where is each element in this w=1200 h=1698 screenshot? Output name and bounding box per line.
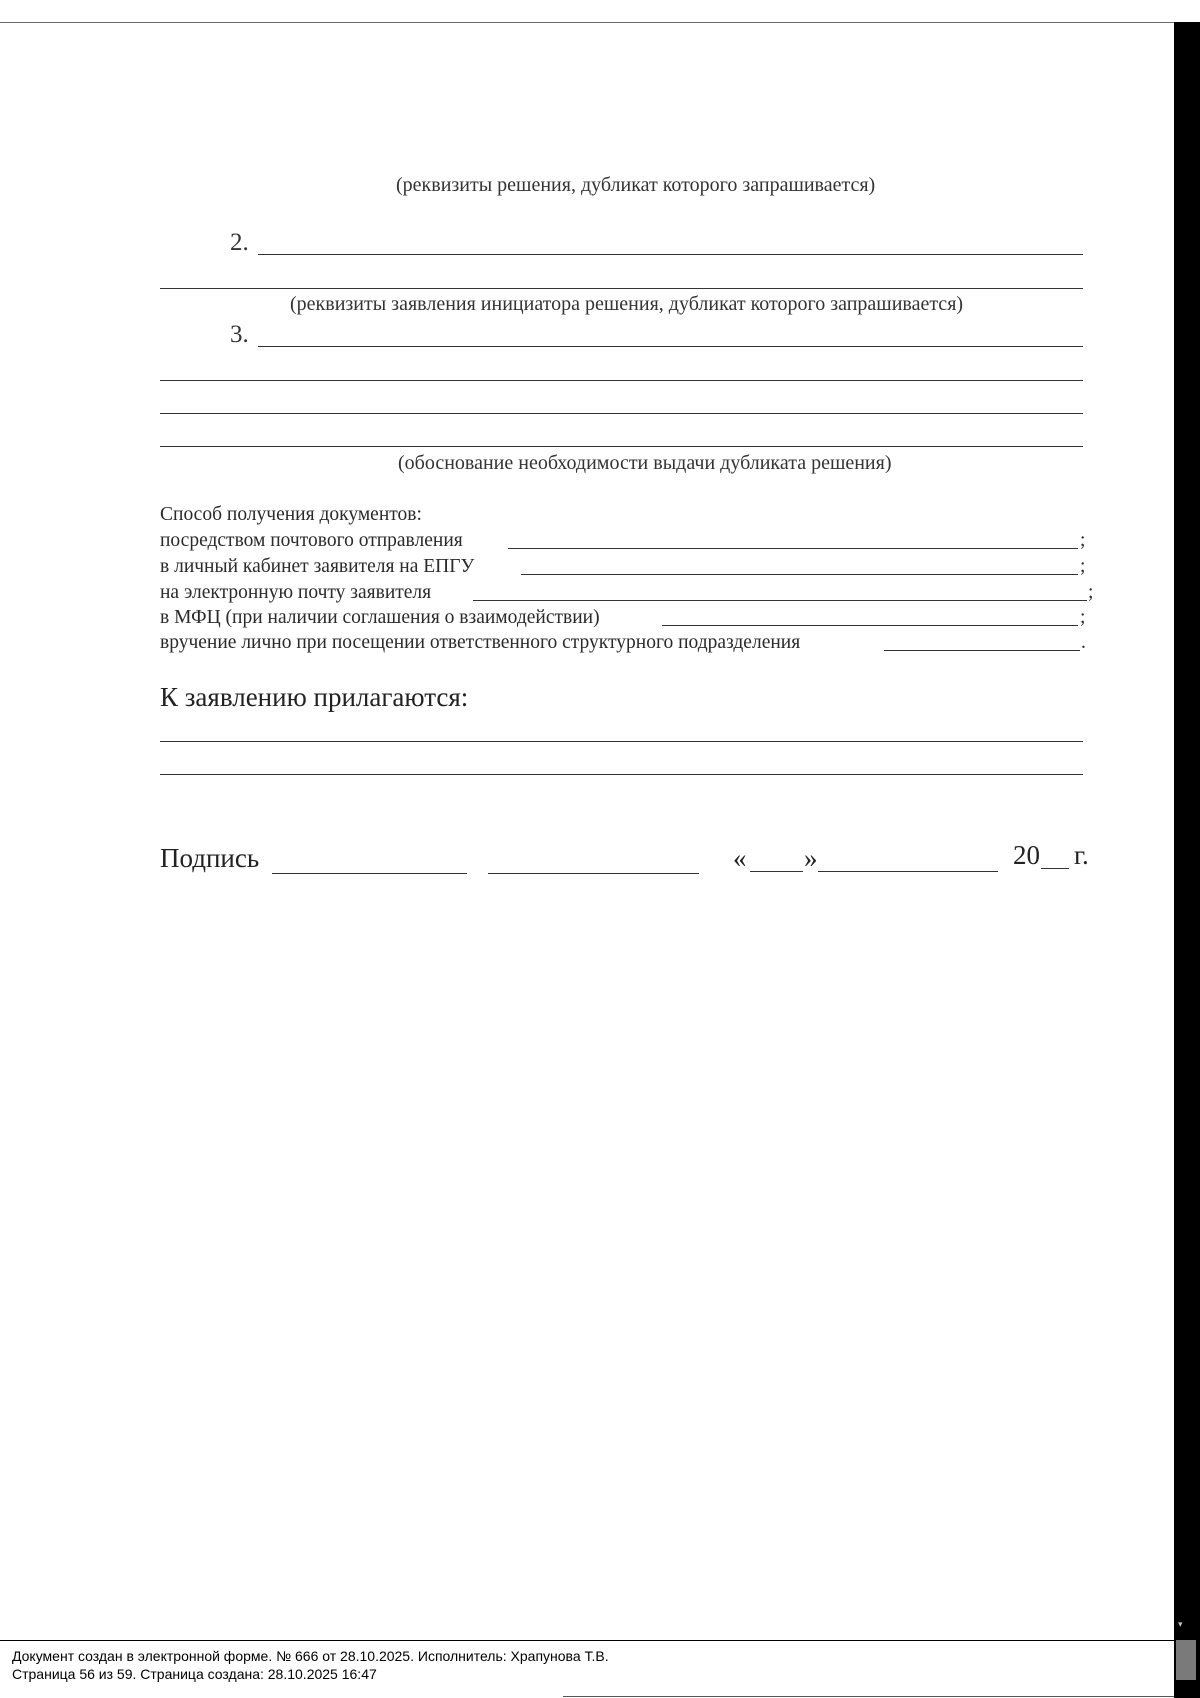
attachments-heading: К заявлению прилагаются: [160,682,469,712]
date-month-line[interactable] [818,871,998,872]
attachments-line-2[interactable] [160,774,1083,775]
date-quote-close: » [804,843,818,873]
item3-line-3[interactable] [160,413,1083,414]
signature-line[interactable] [272,873,467,874]
delivery-option-inperson-label: вручение лично при посещении ответственного структурного подразделения [160,632,801,653]
date-year-line[interactable] [1041,868,1069,869]
attachments-line-1[interactable] [160,741,1083,742]
delivery-option-mfc-line[interactable] [662,625,1078,626]
delivery-option-post-line[interactable] [508,548,1078,549]
footer-line-2: Страница 56 из 59. Страница создана: 28.10.2025 16:47 [12,1666,377,1682]
right-scrollbar[interactable] [1174,22,1200,1698]
date-day-line[interactable] [750,871,803,872]
caption-decision-details: (реквизиты решения, дубликат которого запрашивается) [396,174,876,196]
delivery-option-mfc-end: ; [1080,607,1086,628]
footer-divider [0,1640,1176,1641]
delivery-option-email-line[interactable] [473,600,1087,601]
item2-line-2[interactable] [160,288,1083,289]
item-number-3: 3. [230,321,249,348]
footer-line-1: Документ создан в электронной форме. № 666 от 28.10.2025. Исполнитель: Храпунова Т.В. [12,1648,609,1664]
scroll-marker-icon: ▾ [1178,1620,1183,1630]
top-border [0,22,1176,23]
delivery-heading: Способ получения документов: [160,504,422,525]
date-year-suffix: г. [1074,840,1089,870]
date-quote-open: « [733,843,747,873]
delivery-option-inperson-end: . [1081,632,1086,653]
caption-application-details: (реквизиты заявления инициатора решения, дубликат которого запрашивается) [290,293,964,315]
delivery-option-email-end: ; [1088,582,1094,603]
delivery-option-epgu-line[interactable] [521,574,1078,575]
delivery-option-epgu-label: в личный кабинет заявителя на ЕПГУ [160,556,475,577]
delivery-option-email-label: на электронную почту заявителя [160,582,432,603]
footer-bottom-rule [563,1696,1174,1697]
item3-line-1[interactable] [258,346,1083,347]
item2-line-1[interactable] [258,254,1083,255]
scrollbar-thumb[interactable] [1176,1640,1196,1680]
delivery-option-post-label: посредством почтового отправления [160,530,463,551]
delivery-option-post-end: ; [1080,530,1086,551]
signature-name-line[interactable] [488,873,699,874]
item3-line-4[interactable] [160,446,1083,447]
caption-justification: (обоснование необходимости выдачи дубликата решения) [398,452,892,474]
item3-line-2[interactable] [160,380,1083,381]
date-year-prefix: 20 [1013,840,1040,870]
delivery-option-inperson-line[interactable] [884,650,1080,651]
item-number-2: 2. [230,229,249,256]
delivery-option-epgu-end: ; [1080,556,1086,577]
signature-label: Подпись [160,843,260,873]
delivery-option-mfc-label: в МФЦ (при наличии соглашения о взаимодействии) [160,607,600,628]
